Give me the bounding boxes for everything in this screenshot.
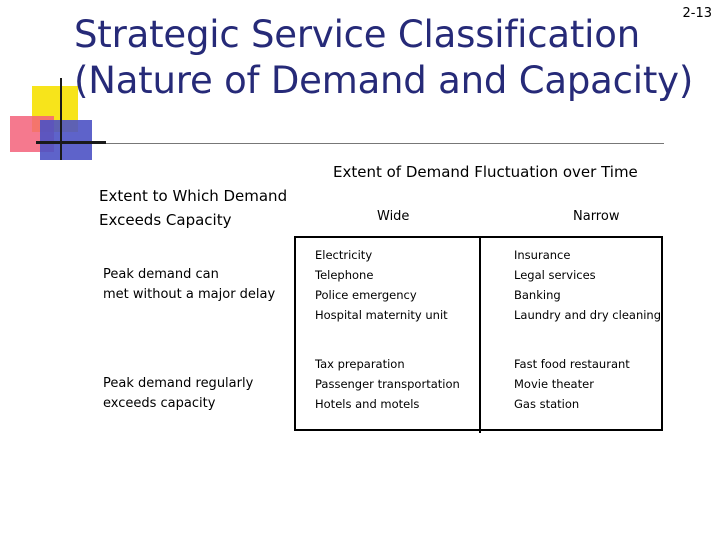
row-group-header-line1: Extent to Which Demand: [99, 187, 288, 205]
list-item: Hospital maternity unit: [315, 308, 448, 322]
column-header-narrow: Narrow: [573, 209, 620, 224]
decor-vertical-line: [60, 78, 62, 160]
row-label-line1: Peak demand can: [103, 267, 219, 282]
title-underline: [36, 143, 664, 144]
slide-number: 2-13: [682, 6, 712, 21]
column-header-wide: Wide: [377, 209, 410, 224]
cell-wide-peak-exceeds: [315, 354, 460, 414]
list-item: Gas station: [514, 397, 580, 411]
row-label-peak-met: [103, 265, 275, 305]
row-label-line2: exceeds capacity: [103, 396, 216, 411]
row-label-line1: Peak demand regularly: [103, 376, 254, 391]
column-group-header: Extent of Demand Fluctuation over Time: [333, 163, 638, 181]
list-item: Tax preparation: [315, 357, 405, 371]
decor-horizontal-accent: [36, 141, 106, 144]
list-item: Legal services: [514, 268, 596, 282]
list-item: Hotels and motels: [315, 397, 420, 411]
row-group-header: [99, 184, 287, 232]
list-item: Fast food restaurant: [514, 357, 630, 371]
list-item: Passenger transportation: [315, 377, 460, 391]
cell-wide-peak-met: [315, 245, 448, 325]
slide-title-line1: Strategic Service Classification: [74, 13, 640, 56]
list-item: Movie theater: [514, 377, 594, 391]
list-item: Laundry and dry cleaning: [514, 308, 662, 322]
row-label-peak-exceeds: [103, 374, 253, 414]
list-item: Telephone: [315, 268, 374, 282]
list-item: Electricity: [315, 248, 373, 262]
cell-narrow-peak-exceeds: [514, 354, 630, 414]
row-label-line2: met without a major delay: [103, 287, 276, 302]
list-item: Police emergency: [315, 288, 417, 302]
slide-title: [74, 12, 693, 104]
cell-narrow-peak-met: [514, 245, 661, 325]
list-item: Insurance: [514, 248, 571, 262]
list-item: Banking: [514, 288, 561, 302]
row-group-header-line2: Exceeds Capacity: [99, 211, 232, 229]
grid-column-divider: [479, 236, 481, 433]
decor-blue-square: [40, 120, 92, 160]
slide-title-line2: (Nature of Demand and Capacity): [74, 59, 694, 102]
